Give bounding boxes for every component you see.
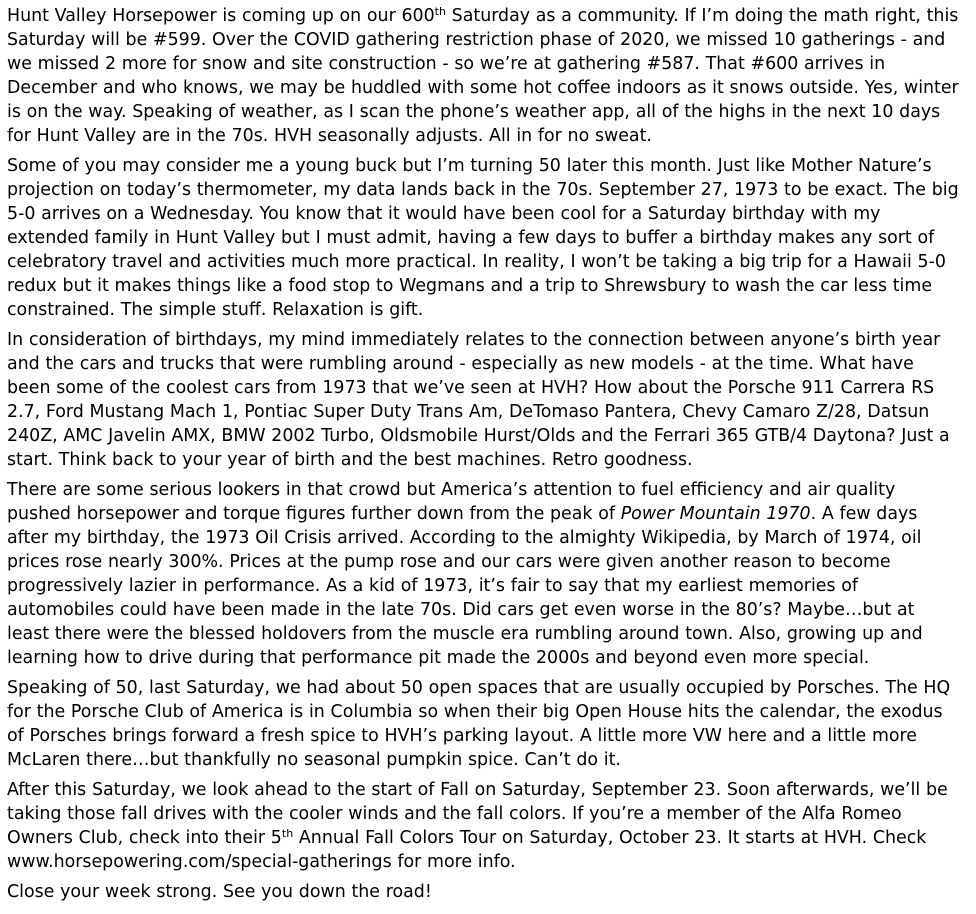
p6-text-b: Annual Fall Colors Tour on Saturday, October 23. It starts at HVH. Check www.horsepowering.com/special-gatherings for more info. <box>7 828 927 872</box>
paragraph-600th-saturday <box>7 4 961 148</box>
p6-superscript: th <box>281 827 294 840</box>
paragraph-fall-colors <box>7 778 961 874</box>
p1-text-a: Hunt Valley Horsepower is coming up on our 600 <box>7 6 435 26</box>
p4-text-a: There are some serious lookers in that crowd but America’s attention to fuel efficiency and air quality pushed horsepower and torque figures further down from the peak of <box>7 480 896 524</box>
p4-text-b: . A few days after my birthday, the 1973 Oil Crisis arrived. According to the almighty Wikipedia, by March of 1974, oil prices rose nearly 300%. Prices at the pump rose and our cars were given another reason to become progressively lazier in performance. As a kid of 1973, it’s fair to say that my earliest memories of automobiles could have been made in the late 70s. Did cars get even worse in the 80’s? Maybe…but at least there were the blessed holdovers from the muscle era rumbling around town. Also, growing up and learning how to drive during that performance pit made the 2000s and beyond even more special. <box>7 504 923 668</box>
p6-text-a: After this Saturday, we look ahead to the start of Fall on Saturday, September 23. Soon afterwards, we’ll be taking those fall drives with the cooler winds and the fall colors. If you’re a member of the Alfa Romeo Owners Club, check into their 5 <box>7 780 948 848</box>
paragraph-1973-cars: In consideration of birthdays, my mind immediately relates to the connection between anyone’s birth year and the cars and trucks that were rumbling around - especially as new models - at the time. What have been some of the coolest cars from 1973 that we’ve seen at HVH? How about the Porsche 911 Carrera RS 2.7, Ford Mustang Mach 1, Pontiac Super Duty Trans Am, DeTomaso Pantera, Chevy Camaro Z/28, Datsun 240Z, AMC Javelin AMX, BMW 2002 Turbo, Oldsmobile Hurst/Olds and the Ferrari 365 GTB/4 Daytona? Just a start. Think back to your year of birth and the best machines. Retro goodness. <box>7 330 950 470</box>
paragraph-closing: Close your week strong. See you down the road! <box>7 882 432 902</box>
paragraph-oil-crisis <box>7 478 961 670</box>
p1-superscript: th <box>434 5 446 18</box>
paragraph-turning-50: Some of you may consider me a young buck but I’m turning 50 later this month. Just like Mother Nature’s projection on today’s thermometer, my data lands back in the 70s. September 27, 1973 to be exact. The big 5-0 arrives on a Wednesday. You know that it would have been cool for a Saturday birthday with my extended family in Hunt Valley but I must admit, having a few days to buffer a birthday makes any sort of celebratory travel and activities much more practical. In reality, I won’t be taking a big trip for a Hawaii 5-0 redux but it makes things like a food stop to Wegmans and a trip to Shrewsbury to wash the car less time constrained. The simple stuff. Relaxation is gift. <box>7 156 959 320</box>
p4-emphasis: Power Mountain 1970 <box>620 504 811 524</box>
p1-text-b: Saturday as a community. If I’m doing the math right, this Saturday will be #599. Over the COVID gathering restriction phase of 2020, we missed 10 gatherings - and we missed 2 more for snow and site construction - so we’re at gathering #587. That #600 arrives in December and who knows, we may be huddled with some hot coffee indoors as it snows outside. Yes, winter is on the way. Speaking of weather, as I scan the phone’s weather app, all of the highs in the next 10 days for Hunt Valley are in the 70s. HVH seasonally adjusts. All in for no sweat. <box>7 6 959 146</box>
paragraph-porsche-spaces: Speaking of 50, last Saturday, we had about 50 open spaces that are usually occupied by Porsches. The HQ for the Porsche Club of America is in Columbia so when their big Open House hits the calendar, the exodus of Porsches brings forward a fresh spice to HVH’s parking layout. A little more VW here and a little more McLaren there…but thankfully no seasonal pumpkin spice. Can’t do it. <box>7 678 951 770</box>
